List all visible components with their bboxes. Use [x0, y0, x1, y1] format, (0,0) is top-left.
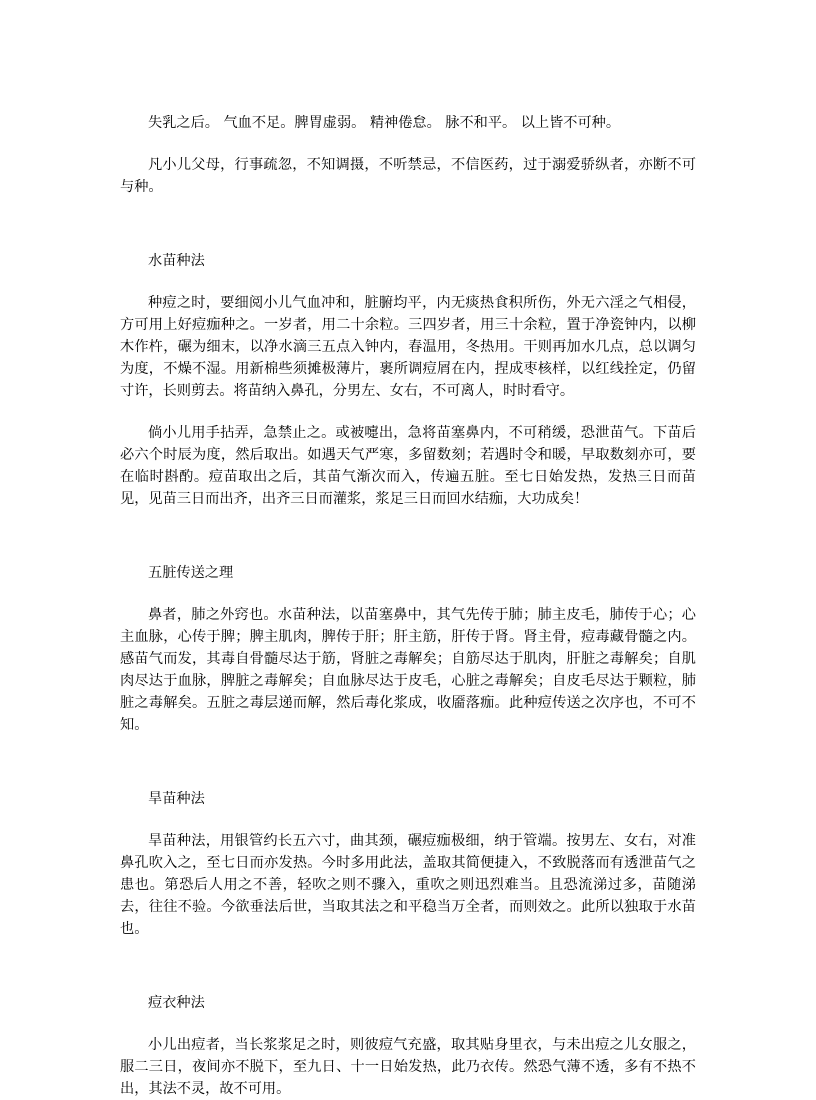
spacer [120, 198, 696, 250]
section-paragraph: 鼻者，肺之外窍也。水苗种法，以苗塞鼻中，其气先传于肺；肺主皮毛，肺传于心；心主血脉，心传于脾；脾主肌肉，脾传于肝；肝主筋，肝传于肾。肾主骨，痘毒藏骨髓之内。感苗气而发，其毒自骨髓尽达于筋，肾脏之毒解矣；自筋尽达于肌肉，肝脏之毒解矣；自肌肉尽达于血脉，脾脏之毒解矣；自血脉尽达于皮毛，心脏之毒解矣；自皮毛尽达于颗粒，肺脏之毒解矣。五脏之毒层递而解，然后毒化浆成，收靥落痂。此种痘传送之次序也，不可不知。 [120, 607, 696, 733]
spacer [120, 510, 696, 562]
section-heading-water-seedling: 水苗种法 [148, 253, 205, 269]
spacer [120, 584, 696, 604]
section-heading-five-organs: 五脏传送之理 [148, 565, 234, 581]
document-page [120, 112, 696, 1100]
spacer [120, 272, 696, 292]
spacer [120, 1014, 696, 1034]
section-paragraph: 小儿出痘者，当长浆浆足之时，则彼痘气充盛，取其贴身里衣，与未出痘之儿女服之，服二三日，夜间亦不脱下，至九日、十一日始发热，此乃衣传。然恐气薄不透，多有不热不出，其法不灵，故不可用。 [120, 1037, 696, 1097]
spacer [120, 134, 696, 154]
intro-paragraph-2: 凡小儿父母，行事疏忽，不知调摄，不听禁忌，不信医药，过于溺爱骄纵者，亦断不可与种。 [120, 157, 696, 195]
section-heading-pox-clothing: 痘衣种法 [148, 995, 205, 1011]
section-heading-dry-seedling: 旱苗种法 [148, 791, 205, 807]
section-paragraph: 种痘之时，要细阅小儿气血冲和，脏腑均平，内无痰热食积所伤，外无六淫之气相侵，方可用上好痘痂种之。一岁者，用二十余粒。三四岁者，用三十余粒，置于净瓷钟内，以柳木作杵，碾为细末，以净水滴三五点入钟内，春温用，冬热用。干则再加水几点，总以调匀为度，不燥不湿。用新棉些须摊极薄片，裹所调痘屑在内，捏成枣核样，以红线拴定，仍留寸许，长则剪去。将苗纳入鼻孔，分男左、女右，不可离人，时时看守。 [120, 295, 696, 399]
section-paragraph: 倘小儿用手拈弄，急禁止之。或被嚏出，急将苗塞鼻内，不可稍缓，恐泄苗气。下苗后必六个时辰为度，然后取出。如遇天气严寒，多留数刻；若遇时令和暖，早取数刻亦可，要在临时斟酌。痘苗取出之后，其苗气渐次而入，传遍五脏。至七日始发热，发热三日而苗见，见苗三日而出齐，出齐三日而灌浆，浆足三日而回水结痂，大功成矣！ [120, 425, 696, 507]
spacer [120, 736, 696, 788]
spacer [120, 810, 696, 830]
spacer [120, 940, 696, 992]
intro-paragraph-1: 失乳之后。 气血不足。脾胃虚弱。 精神倦怠。 脉不和平。 以上皆不可种。 [148, 115, 621, 131]
section-paragraph: 旱苗种法，用银管约长五六寸，曲其颈，碾痘痂极细，纳于管端。按男左、女右，对准鼻孔吹入之，至七日而亦发热。今时多用此法，盖取其简便捷入，不致脱落而有透泄苗气之患也。第恐后人用之不善，轻吹之则不骤入，重吹之则迅烈难当。且恐流涕过多，苗随涕去，往往不验。今欲垂法后世，当取其法之和平稳当万全者，而则效之。此所以独取于水苗也。 [120, 833, 696, 937]
spacer [120, 402, 696, 422]
